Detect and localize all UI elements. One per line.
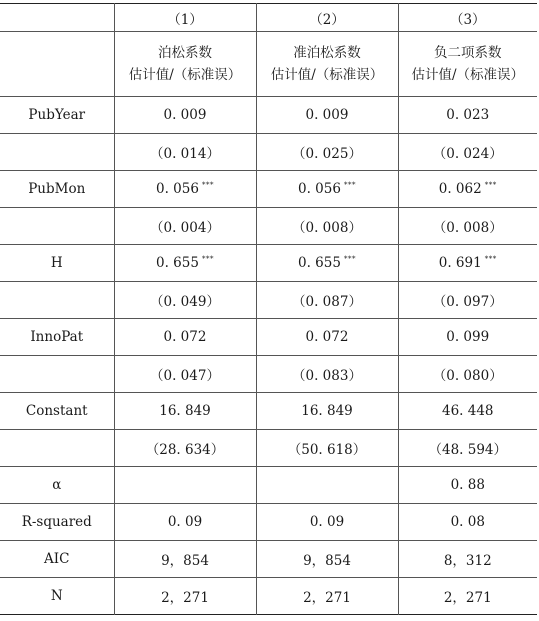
value-cell [398, 134, 537, 171]
cell-value: 0. 072 [163, 329, 207, 345]
table-row [0, 319, 537, 356]
cell-value: 46. 448 [441, 403, 494, 419]
cell-value: 0. 099 [446, 329, 490, 345]
cell-value: （0. 008） [432, 220, 503, 236]
row-label [0, 208, 114, 245]
header-corner-cell [0, 32, 114, 97]
cell-value: 8，312 [443, 553, 492, 569]
significance-stars: *** [343, 181, 356, 189]
value-cell [114, 578, 256, 615]
column-title-cell [398, 32, 537, 97]
column-number-row [0, 4, 537, 32]
value-cell [256, 578, 398, 615]
table-row [0, 393, 537, 430]
cell-value: 0. 056 [298, 181, 341, 197]
table-row [0, 430, 537, 467]
column-number: （1） [114, 4, 256, 32]
cell-value: 2，271 [443, 590, 492, 606]
value-cell [256, 541, 398, 578]
value-cell [256, 393, 398, 430]
value-cell [114, 245, 256, 282]
column-model-name: 准泊松系数 [293, 45, 361, 61]
table-row [0, 134, 537, 171]
column-number: （2） [256, 4, 398, 32]
value-cell [398, 208, 537, 245]
value-cell [256, 319, 398, 356]
value-cell [398, 393, 537, 430]
row-label: N [0, 578, 114, 615]
cell-value: 2，271 [303, 590, 351, 606]
column-subtitle: 估计值/（标准误） [270, 67, 384, 83]
value-cell [256, 245, 398, 282]
value-cell [114, 97, 256, 134]
cell-value: 0. 655 [298, 255, 341, 271]
cell-value: （0. 083） [292, 368, 362, 384]
cell-value: （0. 024） [432, 146, 503, 162]
value-cell [398, 578, 537, 615]
table-row [0, 171, 537, 208]
significance-stars: *** [343, 255, 356, 263]
row-label [0, 282, 114, 319]
cell-value: （0. 080） [432, 368, 503, 384]
regression-table [0, 3, 537, 615]
cell-value: （0. 047） [150, 368, 220, 384]
value-cell [114, 208, 256, 245]
value-cell [256, 356, 398, 393]
significance-stars: *** [201, 181, 214, 189]
value-cell [256, 467, 398, 504]
value-cell [256, 430, 398, 467]
table-row [0, 245, 537, 282]
value-cell [398, 430, 537, 467]
value-cell [114, 282, 256, 319]
value-cell [114, 430, 256, 467]
column-subtitle: 估计值/（标准误） [128, 67, 242, 83]
value-cell [114, 504, 256, 541]
value-cell [398, 319, 537, 356]
cell-value: （0. 008） [292, 220, 362, 236]
cell-value: 0. 09 [309, 514, 345, 530]
row-label: AIC [0, 541, 114, 578]
cell-value: 0. 072 [305, 329, 349, 345]
header-corner-cell [0, 4, 114, 32]
cell-value: 0. 08 [450, 514, 485, 530]
cell-value: 0. 062 [438, 181, 482, 197]
cell-value: 0. 009 [305, 107, 349, 123]
cell-value: （0. 025） [292, 146, 362, 162]
row-label [0, 430, 114, 467]
table-body [0, 4, 537, 615]
cell-value: 16. 849 [301, 403, 353, 419]
value-cell [398, 504, 537, 541]
table-row [0, 208, 537, 245]
value-cell [398, 356, 537, 393]
value-cell [256, 134, 398, 171]
table-row [0, 282, 537, 319]
significance-stars: *** [201, 255, 214, 263]
row-label: PubMon [0, 171, 114, 208]
row-label: Constant [0, 393, 114, 430]
row-label: PubYear [0, 97, 114, 134]
column-title-cell [114, 32, 256, 97]
significance-stars: *** [484, 255, 497, 263]
cell-value: 0. 88 [450, 477, 485, 493]
value-cell [398, 245, 537, 282]
column-title-row [0, 32, 537, 97]
value-cell [256, 171, 398, 208]
table-row [0, 97, 537, 134]
cell-value: 16. 849 [159, 403, 211, 419]
table-row [0, 356, 537, 393]
cell-value: （0. 014） [150, 146, 220, 162]
cell-value: 2，271 [161, 590, 209, 606]
cell-value: 0. 09 [167, 514, 203, 530]
cell-value: 9，854 [303, 553, 351, 569]
column-model-name: 负二项系数 [434, 45, 502, 61]
value-cell [256, 504, 398, 541]
column-subtitle: 估计值/（标准误） [411, 67, 525, 83]
cell-value: （50. 618） [287, 442, 367, 458]
value-cell [398, 97, 537, 134]
value-cell [114, 467, 256, 504]
value-cell [114, 393, 256, 430]
value-cell [398, 282, 537, 319]
value-cell [256, 208, 398, 245]
cell-value: 0. 023 [446, 107, 490, 123]
value-cell [114, 319, 256, 356]
row-label: H [0, 245, 114, 282]
value-cell [398, 467, 537, 504]
row-label: α [0, 467, 114, 504]
cell-value: （0. 049） [150, 294, 220, 310]
row-label [0, 134, 114, 171]
cell-value: 0. 009 [163, 107, 207, 123]
cell-value: 9，854 [161, 553, 209, 569]
table-row [0, 504, 537, 541]
cell-value: （48. 594） [428, 442, 508, 458]
row-label: InnoPat [0, 319, 114, 356]
row-label [0, 356, 114, 393]
table-row [0, 541, 537, 578]
value-cell [114, 134, 256, 171]
cell-value: 0. 655 [156, 255, 199, 271]
value-cell [398, 541, 537, 578]
column-title-cell [256, 32, 398, 97]
column-number: （3） [398, 4, 537, 32]
value-cell [114, 356, 256, 393]
value-cell [256, 282, 398, 319]
significance-stars: *** [484, 181, 497, 189]
cell-value: 0. 691 [438, 255, 482, 271]
row-label: R-squared [0, 504, 114, 541]
cell-value: 0. 056 [156, 181, 199, 197]
column-model-name: 泊松系数 [158, 45, 212, 61]
value-cell [114, 541, 256, 578]
table-row [0, 578, 537, 615]
value-cell [256, 97, 398, 134]
cell-value: （0. 087） [292, 294, 362, 310]
table-row [0, 467, 537, 504]
cell-value: （0. 004） [150, 220, 220, 236]
cell-value: （28. 634） [145, 442, 225, 458]
value-cell [114, 171, 256, 208]
cell-value: （0. 097） [432, 294, 503, 310]
value-cell [398, 171, 537, 208]
